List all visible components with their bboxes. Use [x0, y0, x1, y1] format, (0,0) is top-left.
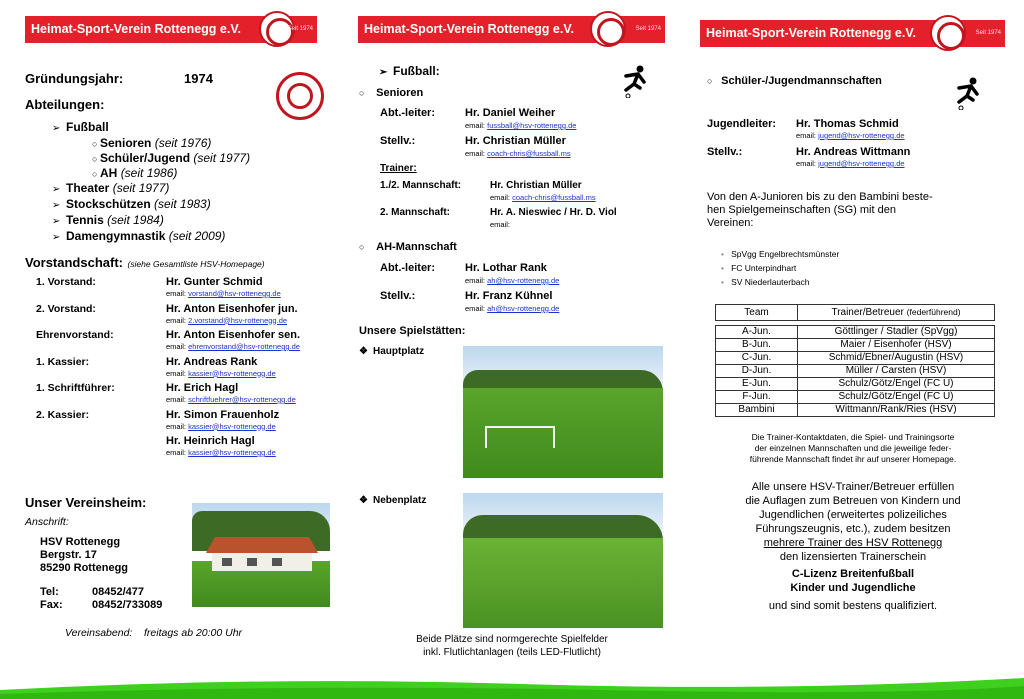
board-row: 1. Vorstand: Hr. Gunter Schmid email: vorstand@hsv-rottenegg.de — [36, 276, 281, 298]
partner-club-item: • FC Unterpindhart — [721, 263, 797, 273]
table-row: F-Jun. Schulz/Götz/Engel (FC U) — [716, 391, 995, 404]
youth-lead-email: email: jugend@hsv-rottenegg.de — [796, 131, 905, 140]
table-row: D-Jun. Müller / Carsten (HSV) — [716, 365, 995, 378]
youth-lead-name: Hr. Thomas Schmid — [796, 118, 899, 130]
header-banner — [25, 16, 317, 43]
ah-title: ○ AH-Mannschaft — [359, 241, 457, 253]
trainer2-label: 2. Mannschaft: — [380, 207, 451, 218]
side-pitch-label: ❖ Nebenplatz — [359, 495, 427, 506]
club-logo-icon — [930, 15, 966, 51]
venues-title: Unsere Spielstätten: — [359, 325, 466, 337]
youth-deputy-name: Hr. Andreas Wittmann — [796, 146, 911, 158]
department-tennis: ➢ Tennis (seit 1984) — [52, 213, 164, 227]
trainer1-name: Hr. Christian Müller — [490, 180, 582, 191]
side-pitch-photo — [463, 493, 663, 628]
youth-lead-label: Jugendleiter: — [707, 118, 777, 130]
header-since: Seit 1974 — [975, 30, 1001, 36]
header-since: Seit 1974 — [635, 26, 661, 32]
trainer-title: Trainer: — [380, 163, 417, 174]
youth-team-table — [715, 304, 995, 417]
closing-text: Alle unsere HSV-Trainer/Betreuer erfüllen die Auflagen zum Betreuen von Kindern und Jugendlichen (erweitertes polizeiliches Führungszeugnis, etc.), zudem besitzen mehrere Trainer des HSV Rottenegg den lizensierten Trainerschein C-Lizenz Breitenfußball Kinder und Jugendliche und sind somit bestens qualifiziert. — [745, 481, 961, 612]
column-club-info — [18, 0, 336, 699]
youth-deputy-label: Stellv.: — [707, 146, 743, 158]
youth-intro: Von den A-Junioren bis zu den Bambini beste- hen Spielgemeinschaften (SG) mit den Vereinen: — [707, 191, 933, 229]
main-pitch-label: ❖ Hauptplatz — [359, 346, 425, 357]
contact-note: Die Trainer-Kontaktdaten, die Spiel- und Trainingsorte der einzelnen Mannschaften und die jeweilige feder- führende Mannschaft findet ihr auf unserer Homepage. — [749, 432, 957, 464]
department-theater: ➢ Theater (seit 1977) — [52, 181, 170, 195]
main-pitch-photo — [463, 346, 663, 478]
header-banner — [358, 16, 665, 43]
trainer2-email: email: — [490, 220, 511, 229]
youth-deputy-email: email: jugend@hsv-rottenegg.de — [796, 159, 905, 168]
table-header-row: Team Trainer/Betreuer (federführend) — [716, 305, 995, 321]
board-email-link[interactable]: kassier@hsv-rottenegg.de — [188, 421, 276, 431]
department-football: ➢ Fußball — [52, 120, 109, 134]
header-title: Heimat-Sport-Verein Rottenegg e.V. — [31, 22, 241, 36]
trainer1-email: email: coach-chris@fussball.ms — [490, 193, 596, 202]
deputy-email: email: coach-chris@fussball.ms — [465, 149, 571, 158]
departments-list — [52, 120, 250, 245]
lead-label: Abt.-leiter: — [380, 107, 435, 119]
departments-title: Abteilungen: — [25, 97, 105, 112]
board-row: Hr. Heinrich Hagl email: kassier@hsv-rottenegg.de — [166, 435, 276, 457]
board-email-link[interactable]: 2.vorstand@hsv-rottenegg.de — [188, 315, 288, 325]
founding-label: Gründungsjahr: — [25, 71, 124, 86]
trainer1-label: 1./2. Mannschaft: — [380, 180, 462, 191]
board-row: 1. Kassier: Hr. Andreas Rank email: kassier@hsv-rottenegg.de — [36, 355, 276, 378]
phone-block: Tel: 08452/477 Fax: 08452/733089 — [40, 586, 163, 611]
address-label: Anschrift: — [25, 516, 69, 528]
board-row: 1. Schriftführer: Hr. Erich Hagl email: schriftfuehrer@hsv-rottenegg.de — [36, 382, 296, 404]
table-row: Bambini Wittmann/Rank/Ries (HSV) — [716, 404, 995, 417]
board-list — [36, 276, 336, 462]
deputy-name: Hr. Christian Müller — [465, 135, 566, 147]
club-evening: Vereinsabend: freitags ab 20:00 Uhr — [65, 627, 243, 639]
header-since: Seit 1974 — [287, 26, 313, 32]
column-football — [355, 0, 669, 699]
club-emblem-icon — [276, 72, 324, 120]
ah-deputy-email: email: ah@hsv-rottenegg.de — [465, 304, 560, 313]
founding-year: 1974 — [184, 71, 213, 86]
column-youth — [697, 0, 1009, 699]
board-email-link[interactable]: schriftfuehrer@hsv-rottenegg.de — [188, 395, 296, 404]
youth-title: ○ Schüler-/Jugendmannschaften — [707, 75, 882, 87]
ah-lead-name: Hr. Lothar Rank — [465, 262, 547, 274]
clubhouse-title: Unser Vereinsheim: — [25, 495, 147, 510]
fax-number: 08452/733089 — [92, 599, 163, 611]
partner-club-item: • SV Niederlauterbach — [721, 277, 810, 287]
trainer2-name: Hr. A. Nieswiec / Hr. D. Viol — [490, 207, 617, 218]
board-heading: Vorstandschaft: (siehe Gesamtliste HSV-Homepage) — [25, 255, 265, 270]
club-logo-icon — [590, 11, 626, 47]
ah-lead-email: email: ah@hsv-rottenegg.de — [465, 276, 560, 285]
partner-clubs — [721, 247, 839, 289]
ah-deputy-label: Stellv.: — [380, 290, 416, 302]
board-row: Ehrenvorstand: Hr. Anton Eisenhofer sen. email: ehrenvorstand@hsv-rottenegg.de — [36, 329, 301, 351]
board-email-link[interactable]: kassier@hsv-rottenegg.de — [188, 448, 276, 457]
table-row: E-Jun. Schulz/Götz/Engel (FC U) — [716, 378, 995, 391]
header-banner — [700, 20, 1005, 47]
football-sub-1: ○ Senioren (seit 1976) — [92, 136, 212, 150]
partner-club-item: • SpVgg Engelbrechtsmünster — [721, 249, 840, 259]
table-row: C-Jun. Schmid/Ebner/Augustin (HSV) — [716, 352, 995, 365]
address-block: HSV Rottenegg Bergstr. 17 85290 Rottenegg — [40, 536, 129, 574]
header-title: Heimat-Sport-Verein Rottenegg e.V. — [706, 26, 916, 40]
football-title: ➢ Fußball: — [379, 64, 440, 78]
ah-deputy-name: Hr. Franz Kühnel — [465, 290, 553, 302]
seniors-title: ○ Senioren — [359, 87, 424, 99]
table-row: B-Jun. Maier / Eisenhofer (HSV) — [716, 339, 995, 352]
board-email-link[interactable]: ehrenvorstand@hsv-rottenegg.de — [188, 342, 300, 351]
department-gym: ➢ Damengymnastik (seit 2009) — [52, 229, 226, 243]
phone-number: 08452/477 — [92, 586, 144, 598]
department-stock: ➢ Stockschützen (seit 1983) — [52, 197, 211, 211]
soccer-player-icon — [618, 64, 652, 98]
deputy-label: Stellv.: — [380, 135, 416, 147]
football-sub-3: ○ AH (seit 1986) — [92, 166, 178, 180]
lead-email: email: fussball@hsv-rottenegg.de — [465, 121, 577, 130]
ah-lead-label: Abt.-leiter: — [380, 262, 435, 274]
board-row: 2. Vorstand: Hr. Anton Eisenhofer jun. email: 2.vorstand@hsv-rottenegg.de — [36, 302, 298, 325]
table-row: A-Jun. Göttlinger / Stadler (SpVgg) — [716, 326, 995, 339]
header-title: Heimat-Sport-Verein Rottenegg e.V. — [364, 22, 574, 36]
board-email-link[interactable]: vorstand@hsv-rottenegg.de — [188, 289, 281, 298]
venues-note: Beide Plätze sind normgerechte Spielfelder inkl. Flutlichtanlagen (teils LED-Flutlicht) — [416, 634, 608, 658]
football-sub-2: ○ Schüler/Jugend (seit 1977) — [92, 151, 251, 165]
board-email-link[interactable]: kassier@hsv-rottenegg.de — [188, 368, 276, 378]
clubhouse-photo — [192, 503, 330, 607]
soccer-player-icon — [951, 76, 985, 110]
footer-wave — [0, 670, 1024, 699]
board-row: 2. Kassier: Hr. Simon Frauenholz email: kassier@hsv-rottenegg.de — [36, 408, 280, 431]
lead-name: Hr. Daniel Weiher — [465, 107, 556, 119]
